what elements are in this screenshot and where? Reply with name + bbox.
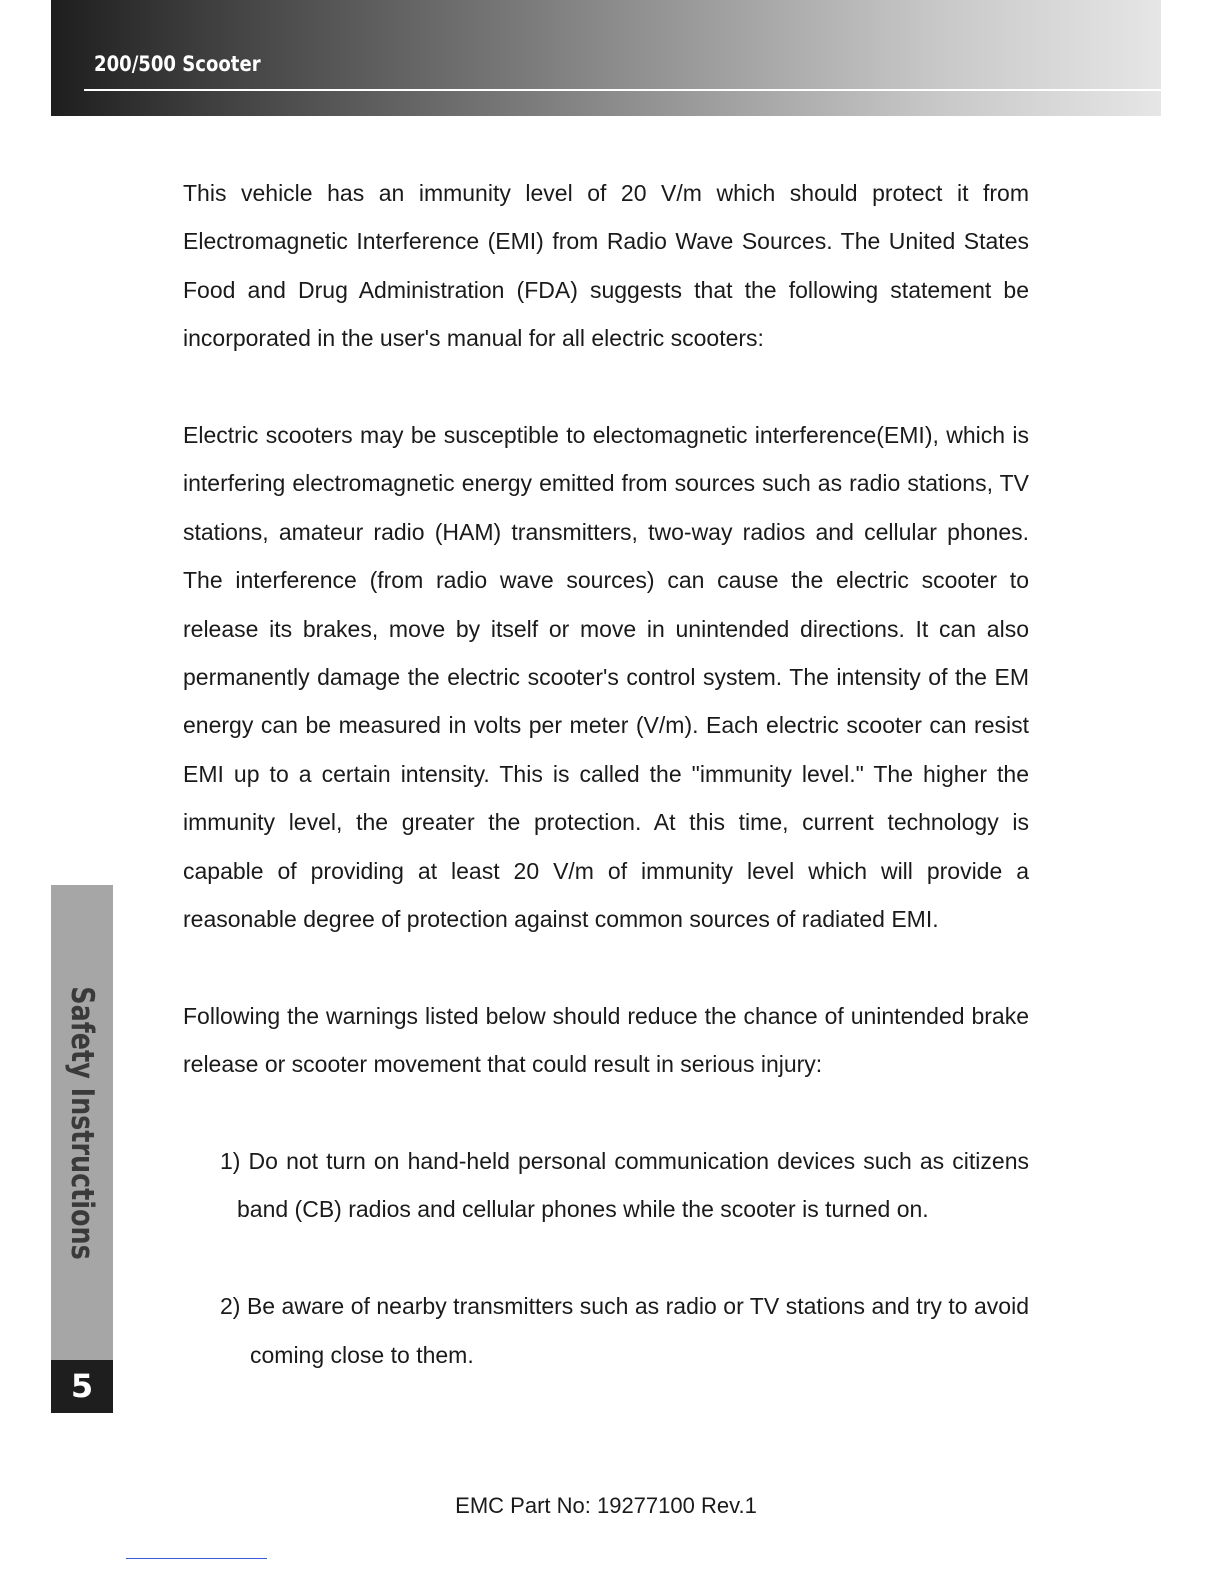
intro-paragraph: This vehicle has an immunity level of 20 V/m which should protect it from Electromagnetic Interference (EMI) from Radio Wave Sources. The United States Food and Drug Administration (FDA) suggests that the following statement be incorporated in the user's manual for all electric scooters: bbox=[183, 180, 1029, 352]
warnings-intro-paragraph: Following the warnings listed below should reduce the chance of unintended brake release or scooter movement that could result in serious injury: bbox=[183, 1002, 1029, 1078]
body-text bbox=[183, 169, 1029, 1379]
part-number: EMC Part No: 19277100 Rev.1 bbox=[455, 1493, 757, 1518]
warning-item: 2) Be aware of nearby transmitters such as radio or TV stations and try to avoid coming close to them. bbox=[220, 1293, 1029, 1368]
section-label: Safety Instructions bbox=[64, 986, 100, 1260]
emi-explanation-paragraph: Electric scooters may be susceptible to electomagnetic interference(EMI), which is interfering electromagnetic energy emitted from sources such as radio stations, TV stations, amateur radio (HAM) transmitters, two-way radios and cellular phones. The interference (from radio wave sources) can cause the electric scooter to release its brakes, move by itself or move in unintended directions. It can also permanently damage the electric scooter's control system. The intensity of the EM energy can be measured in volts per meter (V/m). Each electric scooter can resist EMI up to a certain intensity. This is called the "immunity level." The higher the immunity level, the greater the protection. At this time, current technology is capable of providing at least 20 V/m of immunity level which will provide a reasonable degree of protection against common sources of radiated EMI. bbox=[183, 422, 1029, 933]
page-number: 5 bbox=[70, 1367, 94, 1405]
warning-item: 1) Do not turn on hand-held personal communication devices such as citizens band (CB) radios and cellular phones while the scooter is turned on. bbox=[220, 1148, 1029, 1223]
footer-underline bbox=[126, 1558, 267, 1559]
footer bbox=[0, 1493, 1224, 1519]
header-rule bbox=[84, 89, 1161, 91]
page-number-box bbox=[51, 1360, 113, 1413]
document-title: 200/500 Scooter bbox=[94, 52, 261, 76]
